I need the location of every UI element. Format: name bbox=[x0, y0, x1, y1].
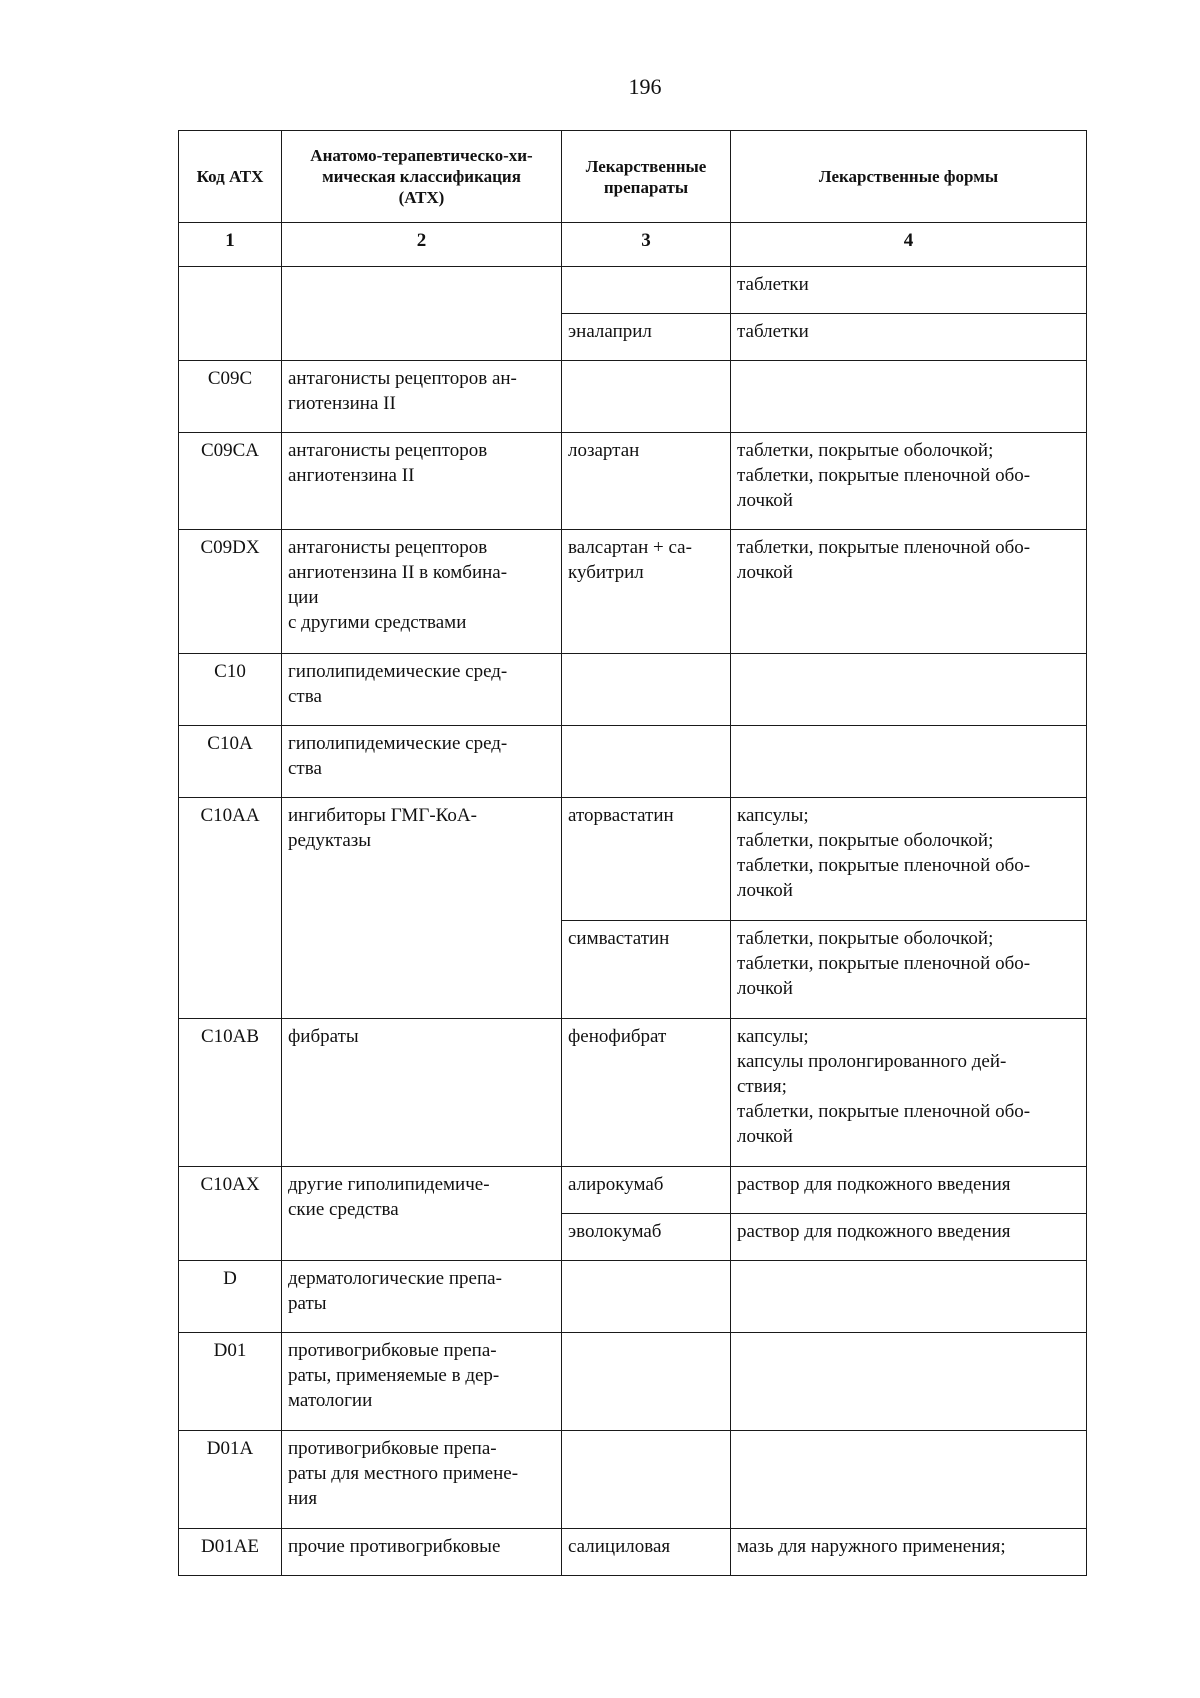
form-cell bbox=[731, 1431, 1087, 1529]
atc-code-cell: D01A bbox=[179, 1431, 282, 1529]
table-row bbox=[179, 1261, 1087, 1333]
table-row bbox=[179, 1333, 1087, 1431]
form-cell: раствор для подкожного введения bbox=[731, 1214, 1087, 1261]
atc-code-cell: C09C bbox=[179, 361, 282, 433]
table-row bbox=[179, 361, 1087, 433]
drug-cell: аторвастатин bbox=[562, 798, 731, 921]
drug-cell bbox=[562, 1333, 731, 1431]
page-number: 196 bbox=[628, 74, 662, 99]
form-cell bbox=[731, 1261, 1087, 1333]
atc-code-cell: C10A bbox=[179, 726, 282, 798]
form-cell: таблетки, покрытые оболочкой; таблетки, покрытые пленочной обо- лочкой bbox=[731, 433, 1087, 530]
form-cell: капсулы; капсулы пролонгированного дей- ствия; таблетки, покрытые пленочной обо- лочкой bbox=[731, 1019, 1087, 1167]
drug-cell: салициловая bbox=[562, 1529, 731, 1576]
atc-code-cell: C10 bbox=[179, 654, 282, 726]
drug-cell: алирокумаб bbox=[562, 1167, 731, 1214]
form-cell: капсулы; таблетки, покрытые оболочкой; таблетки, покрытые пленочной обо- лочкой bbox=[731, 798, 1087, 921]
classification-cell: гиполипидемические сред- ства bbox=[282, 654, 562, 726]
classification-cell bbox=[282, 267, 562, 361]
classification-cell: противогрибковые препа- раты для местного примене- ния bbox=[282, 1431, 562, 1529]
atc-code-cell bbox=[179, 267, 282, 361]
table-row bbox=[179, 726, 1087, 798]
drug-cell: лозартан bbox=[562, 433, 731, 530]
drug-cell: симвастатин bbox=[562, 921, 731, 1019]
drug-cell bbox=[562, 267, 731, 314]
classification-cell: антагонисты рецепторов ан- гиотензина II bbox=[282, 361, 562, 433]
table-row bbox=[179, 654, 1087, 726]
atc-code-cell: D01AE bbox=[179, 1529, 282, 1576]
form-cell: таблетки bbox=[731, 314, 1087, 361]
table-row bbox=[179, 530, 1087, 654]
column-number: 3 bbox=[562, 223, 731, 267]
table-row bbox=[179, 433, 1087, 530]
table-row bbox=[179, 267, 1087, 314]
table-row bbox=[179, 1167, 1087, 1214]
drug-cell bbox=[562, 1431, 731, 1529]
header-atc-code: Код АТХ bbox=[179, 131, 282, 223]
table-row bbox=[179, 1529, 1087, 1576]
atc-code-cell: C10AA bbox=[179, 798, 282, 1019]
atc-code-cell: C09DX bbox=[179, 530, 282, 654]
classification-cell: другие гиполипидемиче- ские средства bbox=[282, 1167, 562, 1261]
form-cell: раствор для подкожного введения bbox=[731, 1167, 1087, 1214]
classification-cell: противогрибковые препа- раты, применяемые в дер- матологии bbox=[282, 1333, 562, 1431]
atc-code-cell: C09CA bbox=[179, 433, 282, 530]
classification-cell: фибраты bbox=[282, 1019, 562, 1167]
classification-cell: антагонисты рецепторов ангиотензина II bbox=[282, 433, 562, 530]
form-cell: таблетки, покрытые пленочной обо- лочкой bbox=[731, 530, 1087, 654]
header-drugs: Лекарственные препараты bbox=[562, 131, 731, 223]
table-row bbox=[179, 1019, 1087, 1167]
header-atc-classification: Анатомо-терапевтическо-хи- мическая классификация (АТХ) bbox=[282, 131, 562, 223]
drug-cell bbox=[562, 654, 731, 726]
form-cell bbox=[731, 1333, 1087, 1431]
table-row bbox=[179, 1431, 1087, 1529]
form-cell bbox=[731, 654, 1087, 726]
header-dosage-forms: Лекарственные формы bbox=[731, 131, 1087, 223]
drug-cell: эволокумаб bbox=[562, 1214, 731, 1261]
classification-cell: антагонисты рецепторов ангиотензина II в комбина- ции с другими средствами bbox=[282, 530, 562, 654]
atc-code-cell: D01 bbox=[179, 1333, 282, 1431]
form-cell bbox=[731, 361, 1087, 433]
form-cell: мазь для наружного применения; bbox=[731, 1529, 1087, 1576]
atc-code-cell: C10AB bbox=[179, 1019, 282, 1167]
drug-cell bbox=[562, 726, 731, 798]
column-number: 2 bbox=[282, 223, 562, 267]
classification-cell: прочие противогрибковые bbox=[282, 1529, 562, 1576]
drug-cell bbox=[562, 361, 731, 433]
classification-cell: дерматологические препа- раты bbox=[282, 1261, 562, 1333]
atc-code-cell: D bbox=[179, 1261, 282, 1333]
classification-cell: ингибиторы ГМГ-КоА- редуктазы bbox=[282, 798, 562, 1019]
atc-table bbox=[178, 130, 1087, 1576]
form-cell: таблетки bbox=[731, 267, 1087, 314]
column-number: 1 bbox=[179, 223, 282, 267]
column-number-row bbox=[179, 223, 1087, 267]
table-header-row bbox=[179, 131, 1087, 223]
drug-cell: эналаприл bbox=[562, 314, 731, 361]
table-row bbox=[179, 798, 1087, 921]
drug-cell bbox=[562, 1261, 731, 1333]
drug-cell: валсартан + са- кубитрил bbox=[562, 530, 731, 654]
form-cell: таблетки, покрытые оболочкой; таблетки, покрытые пленочной обо- лочкой bbox=[731, 921, 1087, 1019]
drug-cell: фенофибрат bbox=[562, 1019, 731, 1167]
classification-cell: гиполипидемические сред- ства bbox=[282, 726, 562, 798]
column-number: 4 bbox=[731, 223, 1087, 267]
form-cell bbox=[731, 726, 1087, 798]
atc-code-cell: C10AX bbox=[179, 1167, 282, 1261]
